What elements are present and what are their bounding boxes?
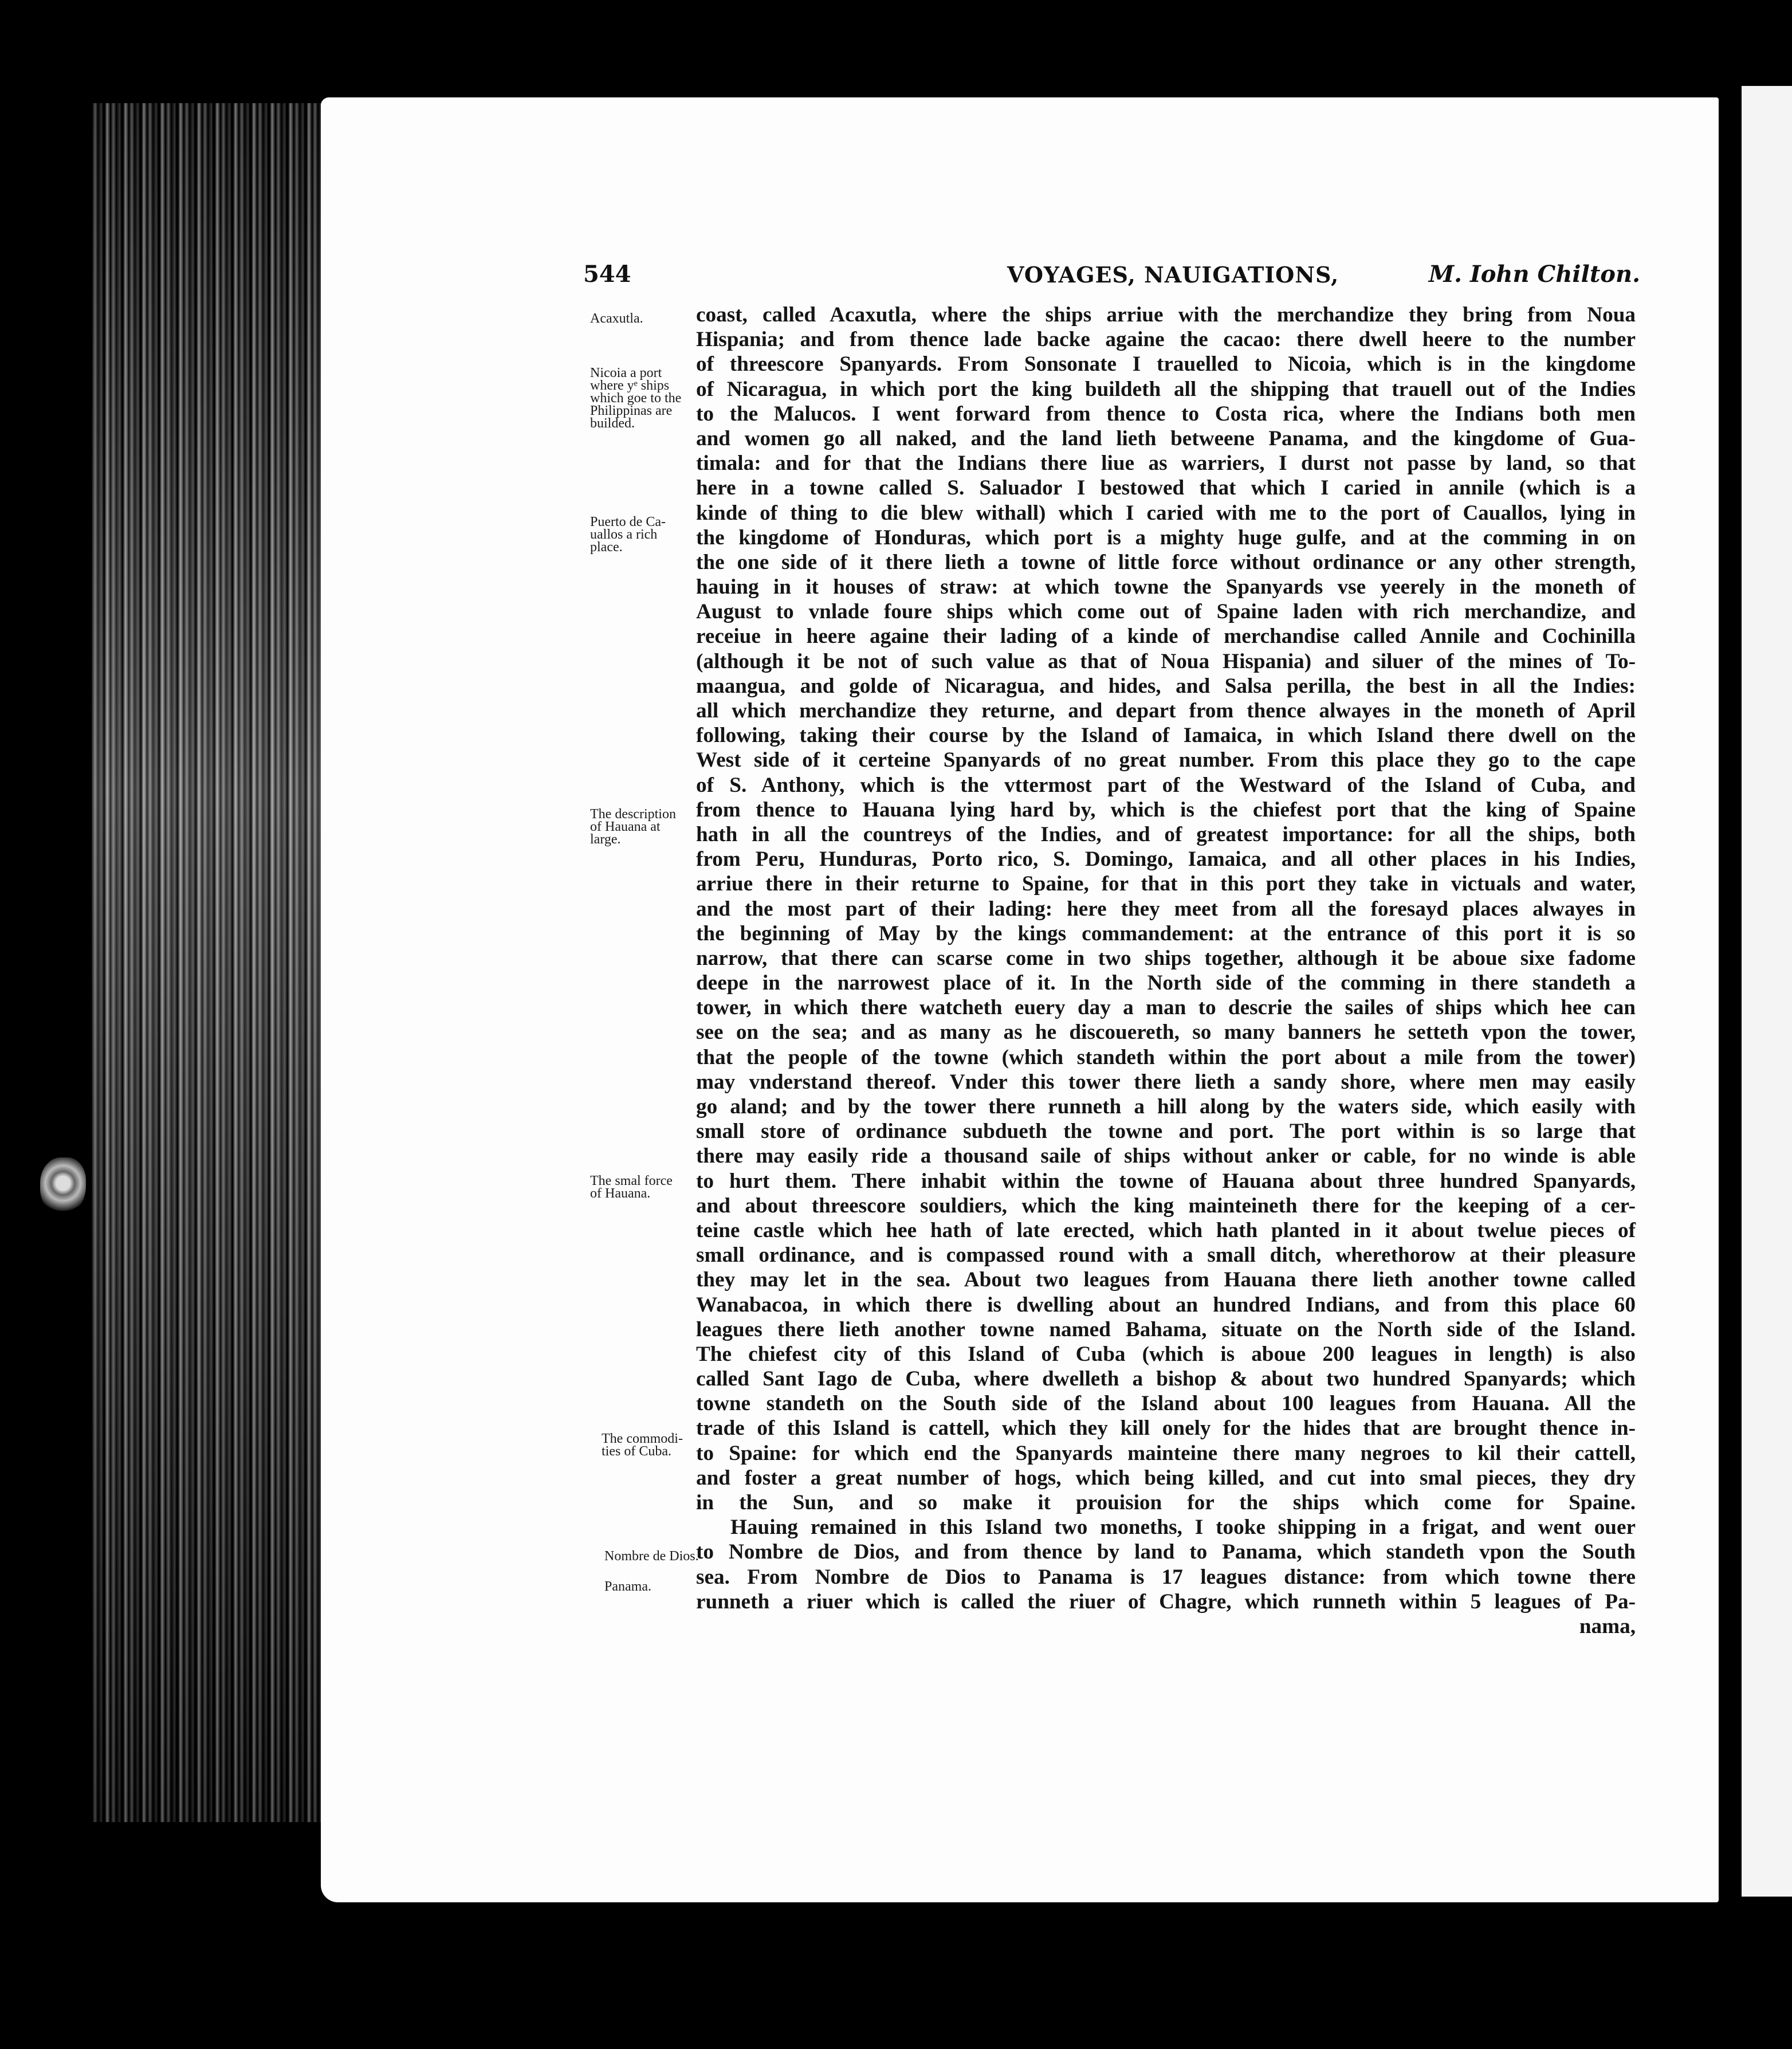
body-line: runneth a riuer which is called the riuer of Chagre, which runneth within 5 leagues of Pa- <box>696 1589 1636 1614</box>
side-note-line: place. <box>590 540 623 555</box>
body-line: maangua, and golde of Nicaragua, and hides, and Salsa perilla, the best in all the Indies: <box>696 674 1636 698</box>
body-line: small ordinance, and is compassed round with a small ditch, wherethorow at their pleasure <box>696 1243 1636 1267</box>
body-line: and foster a great number of hogs, which being killed, and cut into smal pieces, they dry <box>696 1466 1636 1490</box>
side-note-line: Philippinas are <box>590 403 673 418</box>
running-header <box>583 261 1640 295</box>
side-note-line: ties of Cuba. <box>602 1444 671 1459</box>
body-line: the kingdome of Honduras, which port is a mighty huge gulfe, and at the comming in on <box>696 525 1636 549</box>
running-author: M. Iohn Chilton. <box>1428 261 1640 288</box>
scan-blot <box>40 1157 86 1215</box>
body-line: there may easily ride a thousand saile of ships without anker or cable, for no winde is able <box>696 1144 1636 1168</box>
body-text <box>696 303 1636 1639</box>
body-line: The chiefest city of this Island of Cuba (which is aboue 200 leagues in length) is also <box>696 1342 1636 1366</box>
side-note-line: uallos a rich <box>590 527 658 542</box>
side-note-hauana-description <box>590 808 710 846</box>
body-line: of threescore Spanyards. From Sonsonate I trauelled to Nicoia, which is in the kingdome <box>696 352 1636 376</box>
body-line: teine castle which hee hath of late erected, which hath planted in it about twelue pieces of <box>696 1218 1636 1242</box>
body-line: and the most part of their lading: here they meet from all the foresayd places alwayes in <box>696 897 1636 921</box>
next-page-edge <box>1742 86 1792 1897</box>
body-line: Hispania; and from thence lade backe againe the cacao: there dwell heere to the number <box>696 328 1636 352</box>
running-title: VOYAGES, NAUIGATIONS, <box>1007 262 1339 288</box>
side-note-line: The smal force <box>590 1173 673 1188</box>
body-line: August to vnlade foure ships which come out of Spaine laden with rich merchandize, and <box>696 600 1636 624</box>
body-line: Wanabacoa, in which there is dwelling about an hundred Indians, and from this place 60 <box>696 1293 1636 1317</box>
side-note-line: Acaxutla. <box>590 311 643 326</box>
body-line: deepe in the narrowest place of it. In the North side of the comming in there standeth a <box>696 971 1636 995</box>
side-note-line: Puerto de Ca- <box>590 515 666 529</box>
body-line: in the Sun, and so make it prouision for the ships which come for Spaine. <box>696 1491 1636 1514</box>
side-note-line: Nicoia a port <box>590 366 662 380</box>
side-note-acaxutla <box>590 312 710 325</box>
body-line: all which merchandize they returne, and depart from thence alwayes in the moneth of April <box>696 699 1636 723</box>
body-line: hauing in it houses of straw: at which towne the Spanyards vse yeerely in the moneth of <box>696 575 1636 599</box>
body-line: kinde of thing to die blew withall) which I caried with me to the port of Cauallos, lying in <box>696 501 1636 525</box>
side-note-line: Nombre de Dios. <box>604 1549 699 1564</box>
body-line: timala: and for that the Indians there liue as warriers, I durst not passe by land, so that <box>696 452 1636 476</box>
body-line: Hauing remained in this Island two moneths, I tooke shipping in a frigat, and went ouer <box>730 1516 1636 1540</box>
side-note-line: which goe to the <box>590 391 682 406</box>
body-line: from Peru, Hunduras, Porto rico, S. Domingo, Iamaica, and all other places in his Indies, <box>696 847 1636 872</box>
body-line: go aland; and by the tower there runneth a hill along by the waters side, which easily with <box>696 1095 1636 1118</box>
body-line: to the Malucos. I went forward from thence to Costa rica, where the Indians both men <box>696 402 1636 426</box>
side-note-line: Panama. <box>604 1579 651 1594</box>
side-note-line: where yᵉ ships <box>590 378 670 393</box>
side-note-hauana-force <box>590 1175 710 1200</box>
body-line: towne standeth on the South side of the Island about 100 leagues from Hauana. All the <box>696 1392 1636 1416</box>
body-line: nama, <box>1579 1614 1636 1638</box>
body-line: receiue in heere againe their lading of a kinde of merchandise called Annile and Cochinilla <box>696 625 1636 649</box>
side-note-nicoia <box>590 367 710 430</box>
side-note-line: of Hauana at <box>590 819 661 834</box>
gutter-shadow <box>1724 86 1736 1902</box>
body-line: and about threescore souldiers, which the king mainteineth there for the keeping of a cer- <box>696 1194 1636 1218</box>
body-line: trade of this Island is cattell, which they kill onely for the hides that are brought thence in- <box>696 1416 1636 1440</box>
book-fore-edge <box>92 103 338 1822</box>
body-line: the beginning of May by the kings commandement: at the entrance of this port it is so <box>696 921 1636 945</box>
side-note-line: The description <box>590 807 676 822</box>
body-line: from thence to Hauana lying hard by, which is the chiefest port that the king of Spaine <box>696 798 1636 822</box>
body-line: leagues there lieth another towne named Bahama, situate on the North side of the Island. <box>696 1317 1636 1341</box>
body-line: they may let in the sea. About two leagues from Hauana there lieth another towne called <box>696 1268 1636 1292</box>
body-line: following, taking their course by the Island of Iamaica, in which Island there dwell on the <box>696 724 1636 748</box>
side-note-line: builded. <box>590 416 635 431</box>
body-line: tower, in which there watcheth euery day a man to descrie the sailes of ships which hee can <box>696 996 1636 1020</box>
body-line: West side of it certeine Spanyards of no great number. From this place they go to the cape <box>696 748 1636 772</box>
body-line: to Nombre de Dios, and from thence by land to Panama, which standeth vpon the South <box>696 1540 1636 1564</box>
body-line: (although it be not of such value as that of Noua Hispania) and siluer of the mines of To- <box>696 649 1636 673</box>
body-line: of S. Anthony, which is the vttermost part of the Westward of the Island of Cuba, and <box>696 773 1636 797</box>
body-line: here in a towne called S. Saluador I bestowed that which I caried in annile (which is a <box>696 476 1636 500</box>
page-number: 544 <box>583 261 631 288</box>
body-line: sea. From Nombre de Dios to Panama is 17 leagues distance: from which towne there <box>696 1565 1636 1589</box>
body-line: hath in all the countreys of the Indies, and of greatest importance: for all the ships, both <box>696 822 1636 846</box>
body-line: narrow, that there can scarse come in two ships together, although it be aboue sixe fadome <box>696 946 1636 970</box>
body-line: the one side of it there lieth a towne of little force without ordinance or any other strength, <box>696 550 1636 574</box>
side-note-puerto-de-cauallos <box>590 516 710 554</box>
body-line: to Spaine: for which end the Spanyards mainteine there many negroes to kil their cattell, <box>696 1441 1636 1465</box>
side-note-line: large. <box>590 832 621 847</box>
body-line: that the people of the towne (which standeth within the port about a mile from the tower) <box>696 1045 1636 1069</box>
body-line: arriue there in their returne to Spaine, for that in this port they take in victuals and water, <box>696 872 1636 896</box>
body-line: see on the sea; and as many as he discouereth, so many banners he setteth vpon the tower, <box>696 1020 1636 1045</box>
body-line: coast, called Acaxutla, where the ships arriue with the merchandize they bring from Noua <box>696 303 1636 327</box>
body-line: may vnderstand thereof. Vnder this tower there lieth a sandy shore, where men may easily <box>696 1070 1636 1094</box>
body-line: called Sant Iago de Cuba, where dwelleth a bishop & about two hundred Spanyards; which <box>696 1367 1636 1391</box>
body-line: of Nicaragua, in which port the king buildeth all the shipping that trauell out of the Indies <box>696 377 1636 401</box>
body-line: to hurt them. There inhabit within the towne of Hauana about three hundred Spanyards, <box>696 1169 1636 1193</box>
body-line: and women go all naked, and the land lieth betweene Panama, and the kingdome of Gua- <box>696 426 1636 450</box>
side-note-line: of Hauana. <box>590 1186 651 1201</box>
side-note-line: The commodi- <box>602 1431 683 1446</box>
body-line: small store of ordinance subdueth the towne and port. The port within is so large that <box>696 1120 1636 1144</box>
